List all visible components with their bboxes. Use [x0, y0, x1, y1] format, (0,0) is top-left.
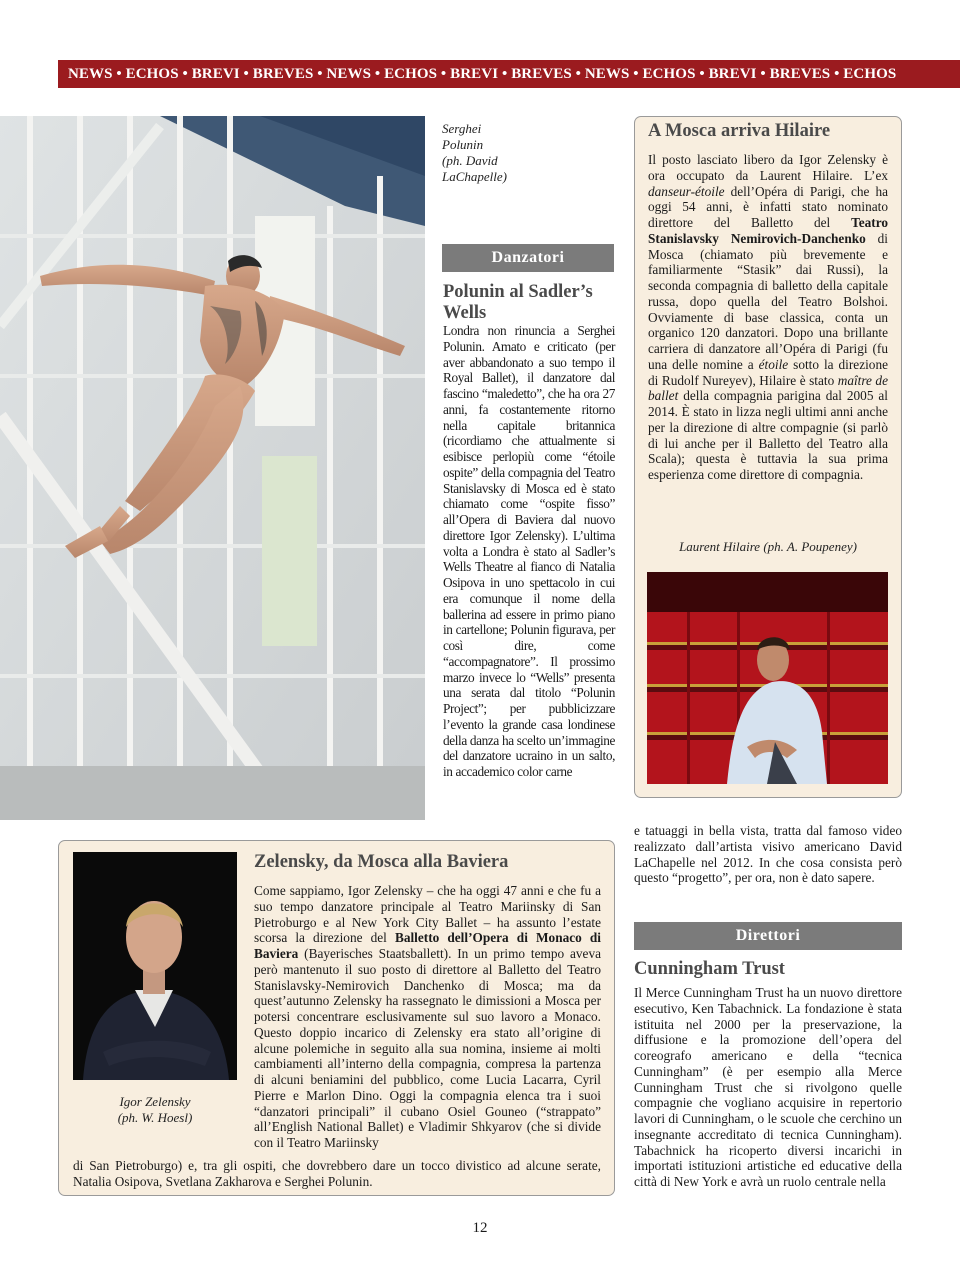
polunin-article-body: Londra non rinuncia a Serghei Polunin. Amato e criticato (per aver abbandonato a suo tempo il Royal Ballet), il danzatore dal fascino “maledetto”, che ha ora 27 anni, fa costantemente ritorno nella capitale britannica (ricordiamo che attualmente si esibisce perlopiù come “étoile ospite” della compagnia del Teatro Stanislavsky di Mosca ed è stato chiamato come “ospite fisso” all’Opera di Baviera dal nuovo direttore Igor Zelensky). L’ultima volta a Londra è stato al Sadler’s Wells Theatre al fianco di Natalia Osipova in uno spettacolo in cui era comunque il nome della ballerina ad essere in primo piano in cartellone; Polunin figurava, per così dire, come “accompagnatore”. Il prossimo marzo invece lo “Wells” presenta una serata dal titolo “Polunin Project”; per pubblicizzare l’evento la grande casa londinese della danza ha scelto un’immagine del danzatore ucraino in un salto, in accademico color carne — [443, 323, 615, 779]
text-run: (Bayerisches Staatsballett). In un primo tempo aveva però mantenuto il suo posto di direttore al Balletto del Teatro Stanislavsky-Nemirovich Danchenko di Mosca; ma da quest’autunno Zelensky ha rassegnato le dimissioni a Mosca per potersi concentrare esclusivamente sul suo lavoro a Monaco. Questo doppio incarico di Zelensky era stato all’origine di alcune polemiche in seguito alla sua nomina, insieme ai molti cambiamenti all’interno della compagnia, compresa la partenza di alcuni beniamini del pubblico, come Lucia Lacarra, Cyril Pierre e Marlon Dino. Oggi la compagnia elenca tra i suoi “danzatori principali” il cubano Osiel Gouneo (“strappato” all’English National Ballet) e Vladimir Shkyarov (che si divide con il Teatro Mariinsky — [254, 946, 601, 1150]
zelensky-article-tail: di San Pietroburgo) e, tra gli ospiti, che dovrebbero dare un tocco divistico ad alcune serate, Natalia Osipova, Svetlana Zakharova e Serghei Polunin. — [73, 1158, 601, 1189]
text-run: Come sappiamo, Igor Zelensky – che ha oggi 47 anni e che fu a suo tempo danzatore principale al Teatro Mariinsky di San Pietroburgo e al New York City Ballet – ha assunto l’estate scorsa la direzione del — [254, 883, 601, 946]
text-run: sotto la direzione di Rudolf Nureyev), Hilaire è stato — [648, 356, 888, 388]
text-run-bold: Teatro Stanislavsky Nemirovich-Danchenko — [648, 215, 888, 246]
text-run: di Mosca (chiamato più brevemente e familiarmente “Stasik” dai Russi), la seconda compagnia di balletto della capitale russa, dopo quella del Teatro Bolshoi. Ovviamente di base classica, conta un organico 120 danzatori. Dopo una brillante carriera di danzatore all’Opéra di Parigi (fu una delle nomine a — [648, 230, 888, 372]
zelensky-article-body — [254, 883, 601, 1151]
hilaire-article-body — [648, 152, 888, 483]
hilaire-headline: A Mosca arriva Hilaire — [648, 121, 831, 141]
hilaire-photo — [647, 572, 888, 784]
polunin-article-continuation: e tatuaggi in bella vista, tratta dal famoso video realizzato dall’artista visivo americano David LaChapelle nel 2012. In che cosa consista però questo “progetto”, per ora, non è dato sapere. — [634, 823, 902, 886]
headline-line: Polunin al Sadler’s — [443, 282, 593, 302]
text-run-italic: maître de ballet — [648, 372, 888, 404]
section-tag-direttori: Direttori — [634, 922, 902, 950]
hilaire-photo-caption: Laurent Hilaire (ph. A. Poupeney) — [679, 539, 857, 554]
text-run: Il posto lasciato libero da Igor Zelensky è ora occupato da Laurent Hilaire. L’ex — [648, 152, 888, 183]
caption-line: Polunin — [442, 137, 484, 152]
cunningham-article-body: Il Merce Cunningham Trust ha un nuovo direttore esecutivo, Ken Tabachnick. La fondazione è stata istituita nel 2000 per la preservazione, la diffusione e la promozione dell’opera del coreografo americano e della “tecnica Cunningham” (è per esempio alla Merce Cunningham Trust che si rivolgono quelle compagnie che vogliano acquisire in repertorio lavori di Cunningham, o le scuole che cerchino un insegnante accreditato di tecnica Cunningham). Tabachnick ha ricoperto diversi incarichi in importati istituzioni artistiche ed educative della città di New York e avrà un ruolo centrale nella — [634, 985, 902, 1189]
text-run: della compagnia parigina dal 2005 al 2014. È stato in lizza negli ultimi anni anche per la direzione di altre compagnie (si parlò di lui anche per il Balletto del Teatro alla Scala); questa è tuttavia la sua prima esperienza come direttore di compagnia. — [648, 388, 888, 482]
zelensky-photo — [73, 852, 237, 1080]
text-run-italic: danseur-étoile — [648, 183, 725, 199]
zelensky-photo-caption — [73, 1094, 237, 1126]
caption-line: LaChapelle) — [442, 169, 507, 184]
caption-line: Serghei — [442, 121, 482, 136]
dancer-photo — [0, 116, 425, 820]
caption-line: (ph. David — [442, 153, 498, 168]
section-tag-danzatori: Danzatori — [442, 244, 614, 272]
cunningham-headline: Cunningham Trust — [634, 959, 785, 979]
text-run: dell’Opéra di Parigi, che ha oggi 54 anni, è infatti stato nominato direttore del Balletto del — [648, 183, 888, 230]
caption-line: Igor Zelensky — [119, 1094, 191, 1109]
page-number: 12 — [472, 1220, 488, 1236]
polunin-headline — [443, 282, 615, 324]
text-run-italic: étoile — [758, 356, 789, 372]
caption-line: (ph. W. Hoesl) — [117, 1110, 193, 1125]
headline-line: Wells — [443, 303, 487, 323]
zelensky-headline: Zelensky, da Mosca alla Baviera — [254, 852, 509, 872]
section-banner: NEWS • ECHOS • BREVI • BREVES • NEWS • ECHOS • BREVI • BREVES • NEWS • ECHOS • BREVI • BREVES • ECHOS — [58, 60, 960, 88]
dancer-photo-caption — [442, 121, 562, 185]
text-run-bold: Balletto dell’Opera di Monaco di Baviera — [254, 930, 601, 961]
